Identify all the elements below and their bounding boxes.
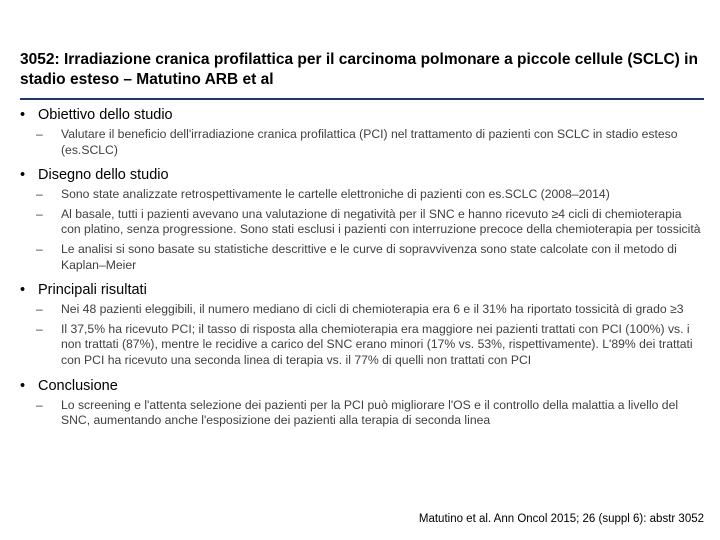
dash-icon: – [36,302,43,317]
list-item-text: Le analisi si sono basate su statistiche descrittive e le curve di sopravvivenza sono state calcolate con il metodo di Kaplan–Meier [61,241,677,272]
source-citation: Matutino et al. Ann Oncol 2015; 26 (suppl 6): abstr 3052 [418,513,704,525]
section-heading [18,377,702,396]
section-conclusion [18,377,702,429]
dash-icon: – [36,206,43,221]
content-area [18,106,702,437]
list-item [18,242,702,273]
section-study-design [18,166,702,273]
list-item [18,187,702,203]
dash-icon: – [36,397,43,412]
list-item-text: Sono state analizzate retrospettivamente le cartelle elettroniche di pazienti con es.SCLC (2008–2014) [61,187,610,202]
list-item [18,398,702,429]
list-item-text: Nei 48 pazienti eleggibili, il numero mediano di cicli di chemioterapia era 6 e il 31% ha riportato tossicità di grado ≥3 [61,302,684,317]
list-item [18,322,702,369]
section-heading-text: Disegno dello studio [38,167,169,184]
section-heading [18,106,702,125]
list-item-text: Al basale, tutti i pazienti avevano una valutazione di negatività per il SNC e hanno ricevuto ≥4 cicli di chemioterapia con platino, senza progressione. Sono stati esclusi i pazienti con interruzione precoce della chemioterapia per tossicità [61,206,701,237]
dash-icon: – [36,127,43,141]
section-heading [18,281,702,300]
bullet-icon: • [20,377,26,394]
bullet-icon: • [20,282,26,299]
section-main-results [18,281,702,368]
list-item-text: Lo screening e l'attenta selezione dei pazienti per la PCI può migliorare l'OS e il controllo della malattia a livello del SNC, aumentando anche l'esposizione dei pazienti alla terapia di seconda linea [61,397,679,428]
dash-icon: – [36,321,43,336]
section-heading-text: Conclusione [38,377,118,394]
list-item-text: Valutare il beneficio dell'irradiazione cranica profilattica (PCI) nel trattamento di pazienti con SCLC in stadio esteso (es.SCLC) [61,127,678,157]
section-heading [18,166,702,185]
list-item [18,127,702,158]
bullet-icon: • [20,167,26,184]
list-item-text: Il 37,5% ha ricevuto PCI; il tasso di risposta alla chemioterapia era maggiore nei pazienti trattati con PCI (100%) vs. i non trattati (87%), mentre le recidive a carico del SNC erano minori (17% vs. 53%, rispettivamente). L'89% dei trattati con PCI ha ricevuto una seconda linea di terapia vs. il 77% di quelli non trattati con PCI [61,321,693,367]
title-divider [20,98,704,100]
page-title: 3052: Irradiazione cranica profilattica per il carcinoma polmonare a piccole cellule (SCLC) in stadio esteso – Matutino ARB et al [20,51,698,88]
dash-icon: – [36,187,43,202]
section-heading-text: Obiettivo dello studio [38,107,173,123]
dash-icon: – [36,241,43,256]
list-item [18,207,702,238]
section-objective [18,106,702,158]
list-item [18,302,702,318]
section-heading-text: Principali risultati [38,282,147,299]
bullet-icon: • [20,107,26,123]
